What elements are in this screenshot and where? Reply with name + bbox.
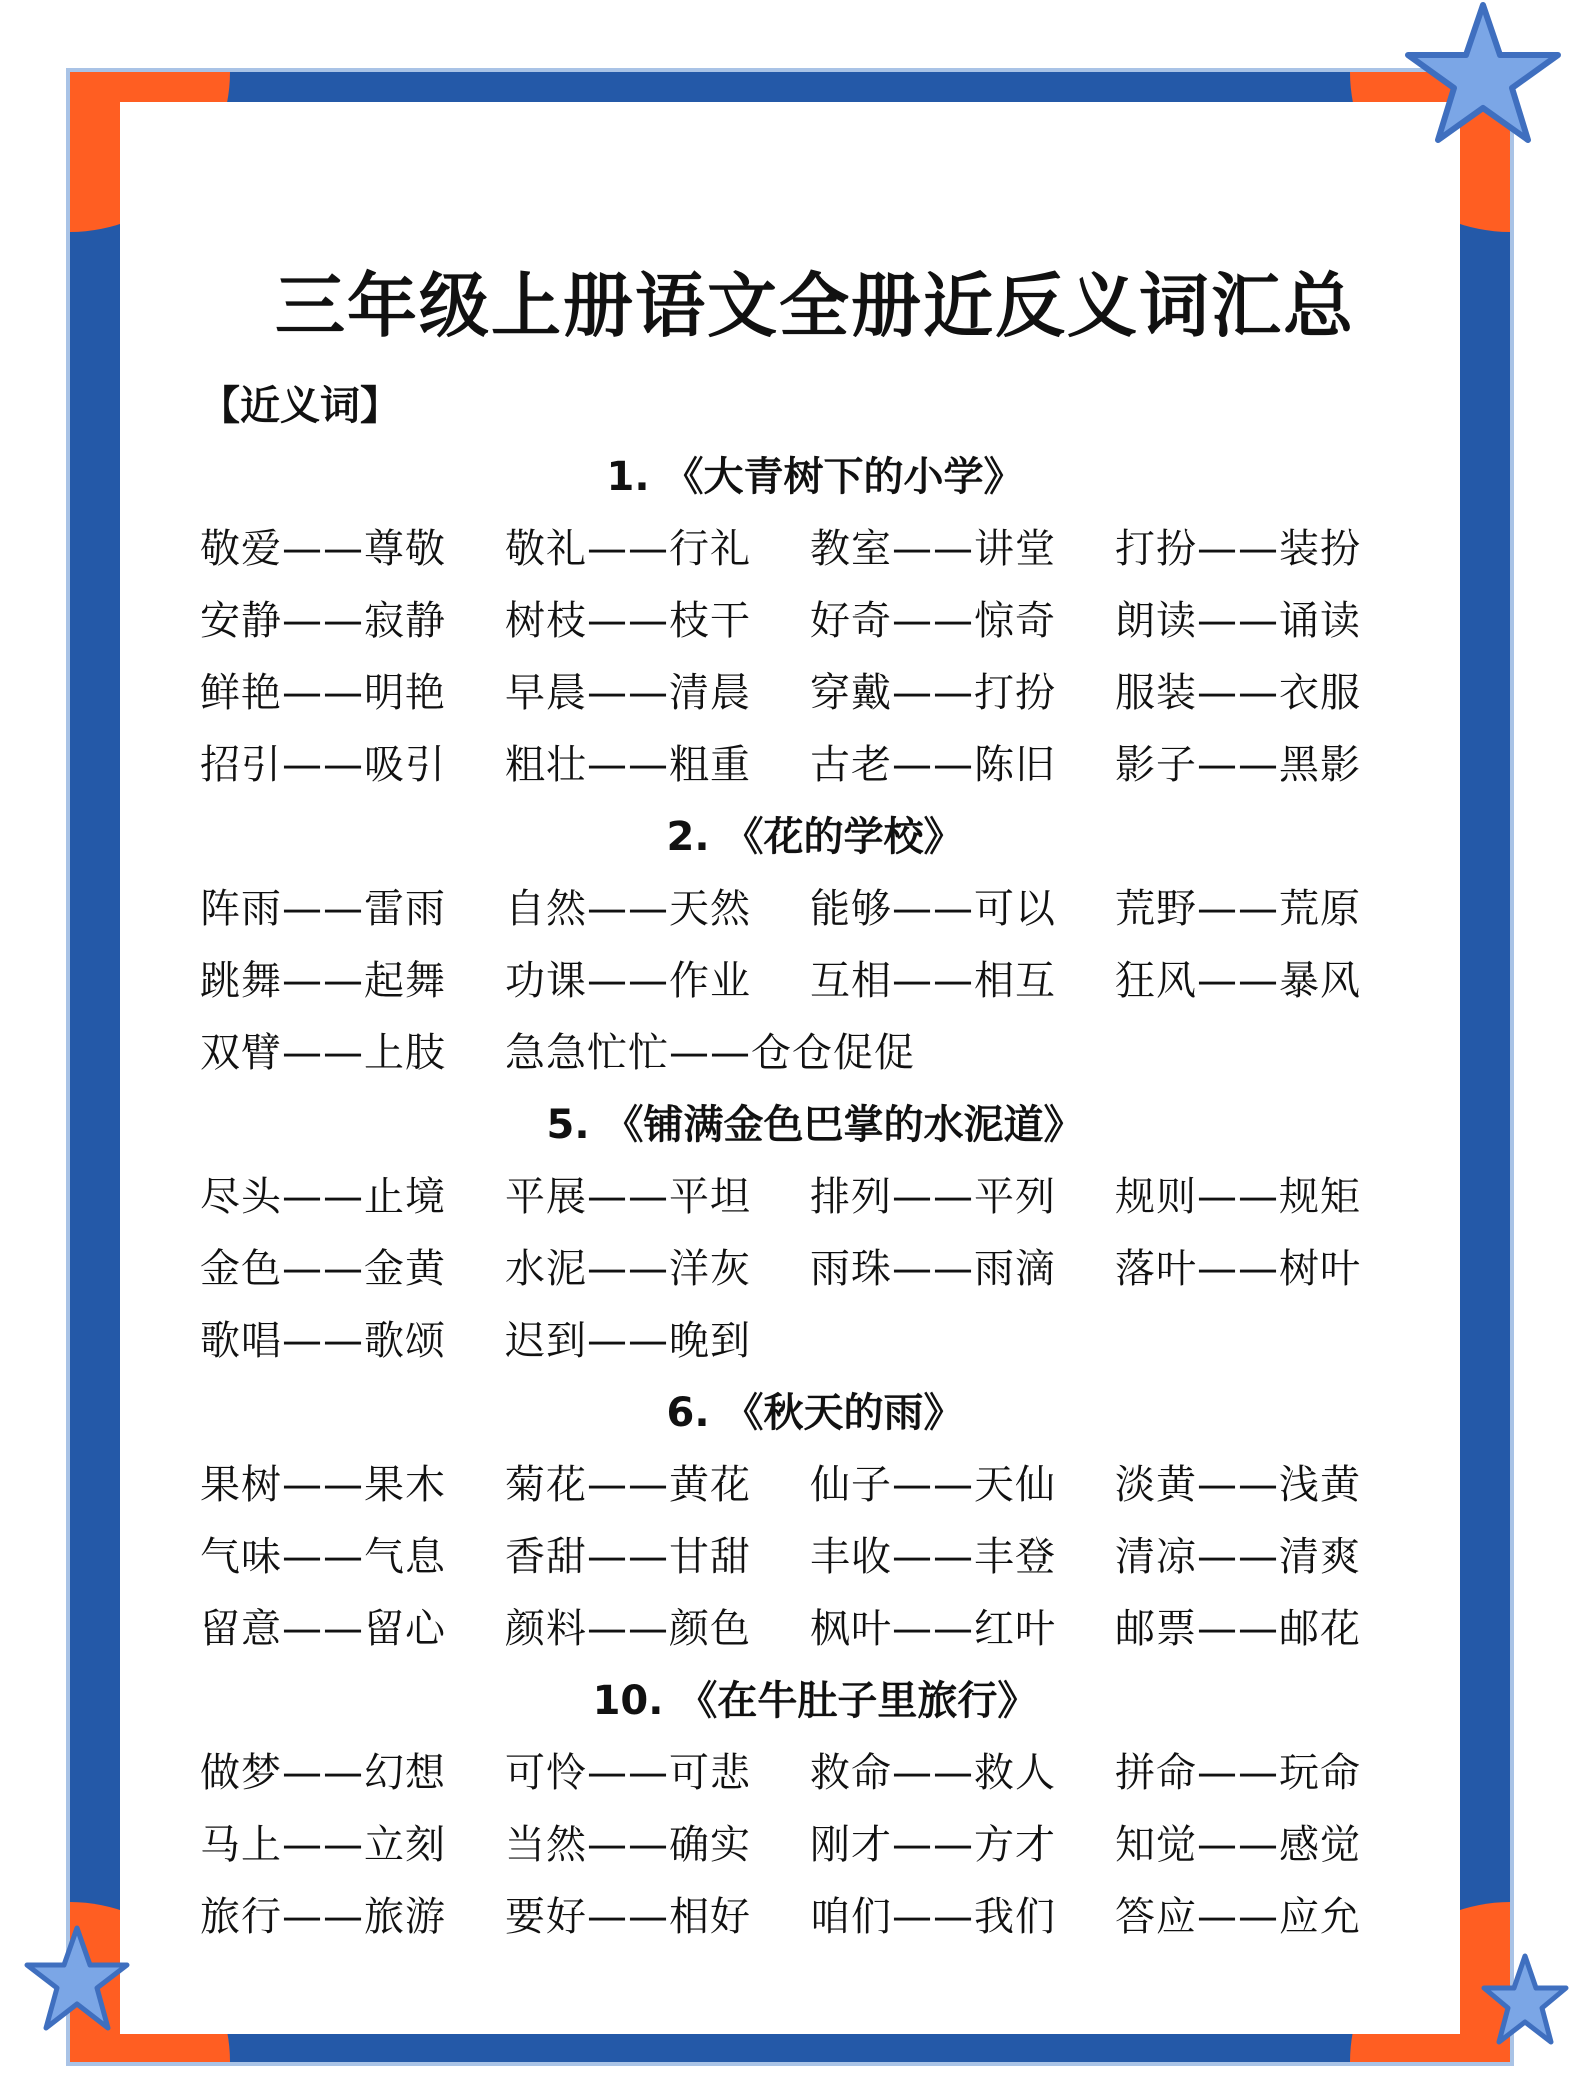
synonym-pair: 穿戴——打扮: [810, 670, 1056, 716]
synonym-pair: 马上——立刻: [200, 1822, 446, 1868]
synonym-pair: 朗读——诵读: [1115, 598, 1361, 644]
lesson-heading: 2. 《花的学校》: [666, 814, 964, 860]
synonym-pair: 当然——确实: [505, 1822, 751, 1868]
synonym-pair: 能够——可以: [810, 886, 1056, 932]
synonym-pair: 狂风——暴风: [1115, 958, 1361, 1004]
word-row: [200, 1165, 1430, 1225]
synonym-pair: 颜料——颜色: [505, 1606, 751, 1652]
synonym-pair: 可怜——可悲: [505, 1750, 751, 1796]
synonym-pair: 早晨——清晨: [505, 670, 751, 716]
word-row: [200, 949, 1430, 1009]
synonym-pair: 互相——相互: [810, 958, 1056, 1004]
synonym-pair: 金色——金黄: [200, 1246, 446, 1292]
synonym-pair: 咱们——我们: [810, 1894, 1056, 1940]
synonym-pair: 仙子——天仙: [810, 1462, 1056, 1508]
word-row: [200, 733, 1430, 793]
page-title: 三年级上册语文全册近反义词汇总: [275, 265, 1355, 347]
synonym-pair: 雨珠——雨滴: [810, 1246, 1056, 1292]
word-row: [200, 1597, 1430, 1657]
star-icon: [22, 1920, 132, 2040]
star-icon: [1480, 1950, 1570, 2050]
synonym-pair: 影子——黑影: [1115, 742, 1361, 788]
word-row: [200, 1237, 1430, 1297]
synonym-pair: 淡黄——浅黄: [1115, 1462, 1361, 1508]
synonym-pair: 留意——留心: [200, 1606, 446, 1652]
word-row: [200, 1021, 1430, 1081]
synonym-pair: 拼命——玩命: [1115, 1750, 1361, 1796]
lesson-heading: 6. 《秋天的雨》: [666, 1390, 964, 1436]
synonym-pair: 刚才——方才: [810, 1822, 1056, 1868]
synonym-pair: 尽头——止境: [200, 1174, 446, 1220]
synonym-pair: 双臂——上肢: [200, 1030, 446, 1076]
synonym-pair: 菊花——黄花: [505, 1462, 751, 1508]
word-row: [200, 1813, 1430, 1873]
synonym-pair: 救命——救人: [810, 1750, 1056, 1796]
synonym-pair: 旅行——旅游: [200, 1894, 446, 1940]
synonym-pair: 树枝——枝干: [505, 598, 751, 644]
synonym-pair: 鲜艳——明艳: [200, 670, 446, 716]
synonym-pair: 跳舞——起舞: [200, 958, 446, 1004]
document-body: [200, 0, 1410, 2095]
synonym-pair: 排列——平列: [810, 1174, 1056, 1220]
synonym-pair: 清凉——清爽: [1115, 1534, 1361, 1580]
synonym-pair: 平展——平坦: [505, 1174, 751, 1220]
synonym-pair: 规则——规矩: [1115, 1174, 1361, 1220]
word-row: [200, 517, 1430, 577]
word-row: [200, 877, 1430, 937]
synonym-pair: 急急忙忙——仓仓促促: [505, 1030, 915, 1076]
synonym-pair: 气味——气息: [200, 1534, 446, 1580]
synonym-pair: 好奇——惊奇: [810, 598, 1056, 644]
synonym-pair: 要好——相好: [505, 1894, 751, 1940]
word-row: [200, 589, 1430, 649]
synonym-pair: 落叶——树叶: [1115, 1246, 1361, 1292]
word-row: [200, 1453, 1430, 1513]
synonym-pair: 阵雨——雷雨: [200, 886, 446, 932]
synonym-pair: 招引——吸引: [200, 742, 446, 788]
synonym-pair: 枫叶——红叶: [810, 1606, 1056, 1652]
synonym-pair: 迟到——晚到: [505, 1318, 751, 1364]
word-row: [200, 1309, 1430, 1369]
star-icon: [1388, 0, 1577, 150]
synonym-pair: 敬爱——尊敬: [200, 526, 446, 572]
synonym-pair: 打扮——装扮: [1115, 526, 1361, 572]
section-label: 【近义词】: [200, 383, 400, 429]
synonym-pair: 答应——应允: [1115, 1894, 1361, 1940]
synonym-pair: 服装——衣服: [1115, 670, 1361, 716]
synonym-pair: 自然——天然: [505, 886, 751, 932]
synonym-pair: 邮票——邮花: [1115, 1606, 1361, 1652]
lesson-heading: 10. 《在牛肚子里旅行》: [592, 1678, 1038, 1724]
synonym-pair: 水泥——洋灰: [505, 1246, 751, 1292]
synonym-pair: 教室——讲堂: [810, 526, 1056, 572]
word-row: [200, 661, 1430, 721]
synonym-pair: 荒野——荒原: [1115, 886, 1361, 932]
synonym-pair: 安静——寂静: [200, 598, 446, 644]
word-row: [200, 1741, 1430, 1801]
lesson-heading: 1. 《大青树下的小学》: [606, 454, 1024, 500]
synonym-pair: 做梦——幻想: [200, 1750, 446, 1796]
word-row: [200, 1885, 1430, 1945]
synonym-pair: 香甜——甘甜: [505, 1534, 751, 1580]
synonym-pair: 果树——果木: [200, 1462, 446, 1508]
synonym-pair: 歌唱——歌颂: [200, 1318, 446, 1364]
synonym-pair: 知觉——感觉: [1115, 1822, 1361, 1868]
synonym-pair: 粗壮——粗重: [505, 742, 751, 788]
word-row: [200, 1525, 1430, 1585]
synonym-pair: 功课——作业: [505, 958, 751, 1004]
synonym-pair: 古老——陈旧: [810, 742, 1056, 788]
synonym-pair: 丰收——丰登: [810, 1534, 1056, 1580]
synonym-pair: 敬礼——行礼: [505, 526, 751, 572]
lesson-heading: 5. 《铺满金色巴掌的水泥道》: [546, 1102, 1084, 1148]
